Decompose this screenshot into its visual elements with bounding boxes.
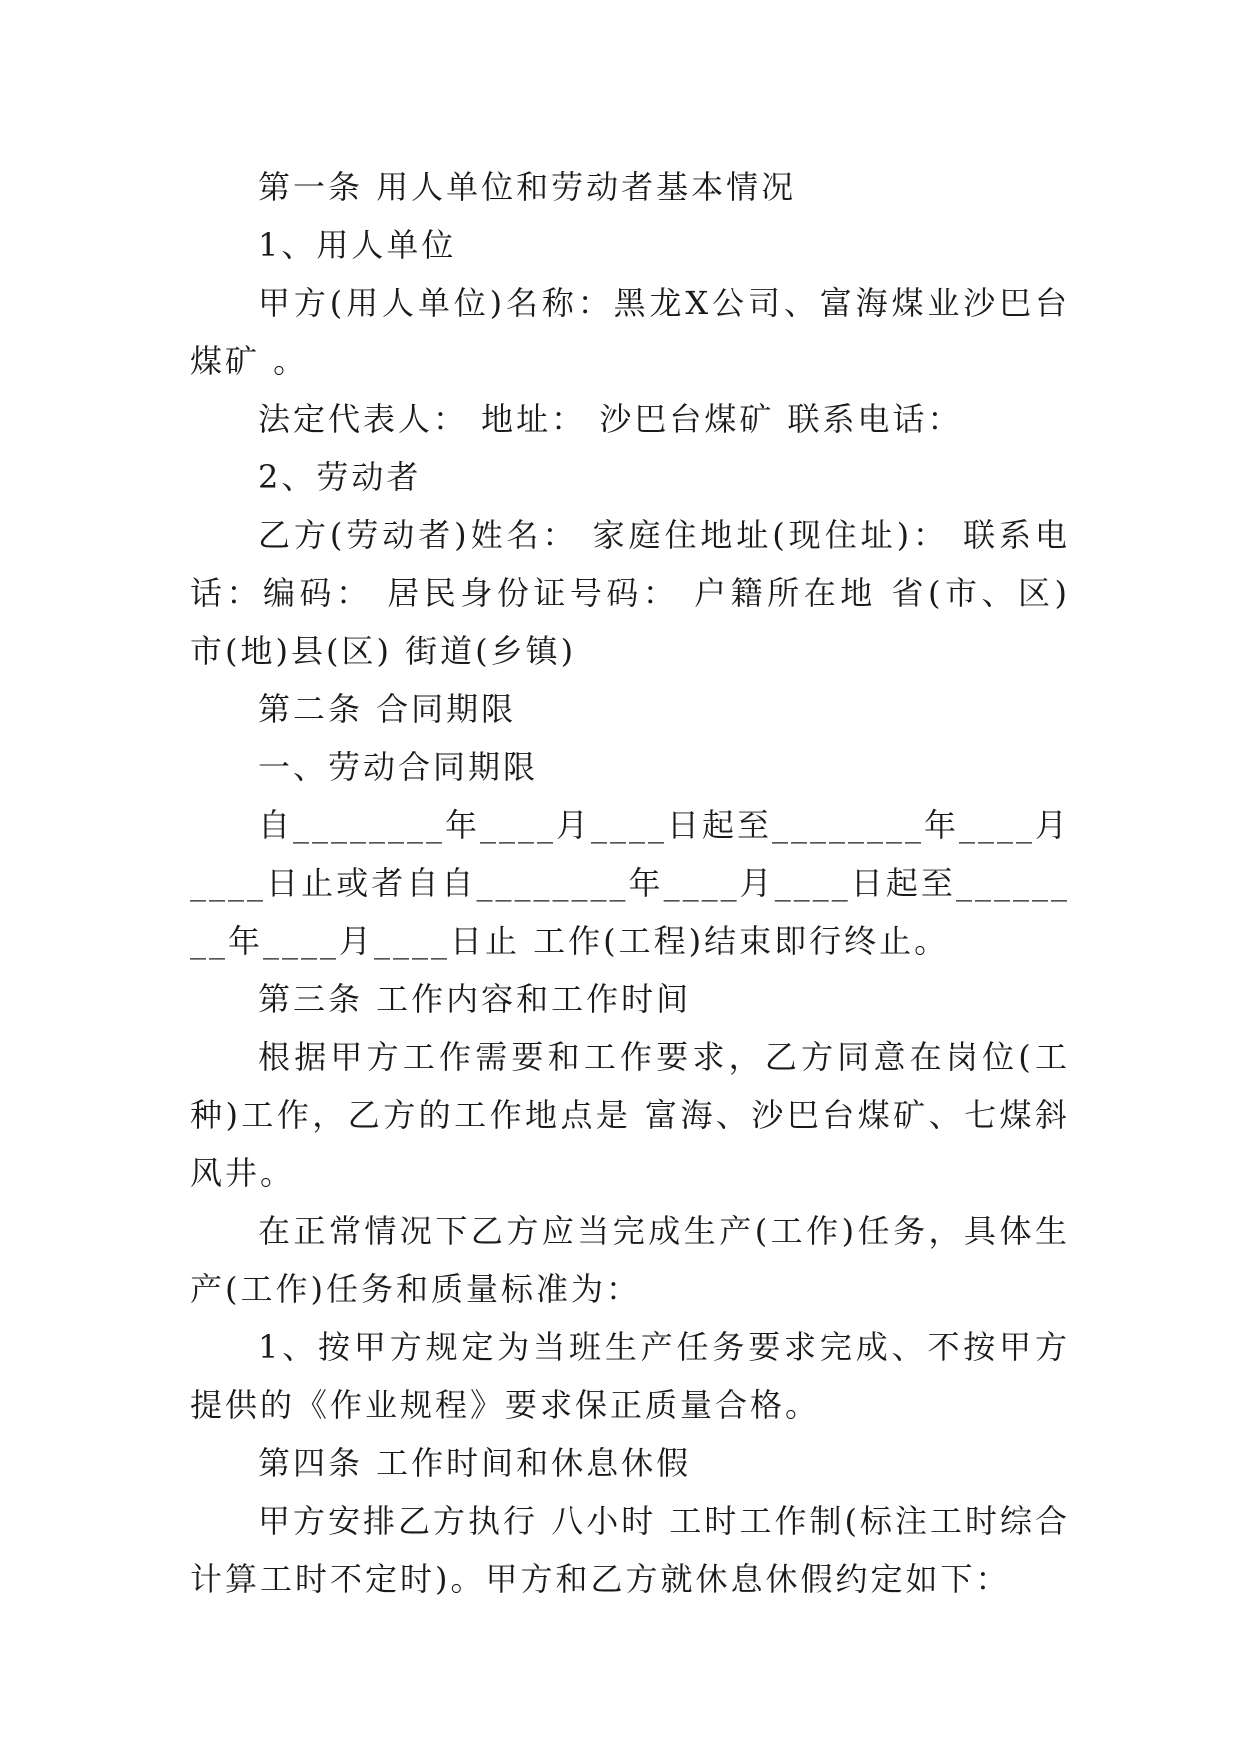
work-location-paragraph: 根据甲方工作需要和工作要求，乙方同意在岗位(工种)工作，乙方的工作地点是 富海、沙巴台煤矿、七煤斜风井。 <box>190 1038 1070 1192</box>
worker-info-paragraph: 乙方(劳动者)姓名： 家庭住地址(现住址)： 联系电话：编码： 居民身份证号码： 户籍所在地 省(市、区) 市(地)县(区) 街道(乡镇) <box>190 516 1070 670</box>
contract-term-paragraph: 自________年____月____日起至________年____月____日止或者自自________年____月____日起至________年____月____日止 工作(工程)结束即行终止。 <box>190 806 1071 960</box>
contract-term-subheading: 一、劳动合同期限 <box>258 748 539 786</box>
article-2-heading: 第二条 合同期限 <box>258 690 517 728</box>
article-1-heading: 第一条 用人单位和劳动者基本情况 <box>258 168 797 206</box>
employer-name-paragraph: 甲方(用人单位)名称：黑龙X公司、富海煤业沙巴台煤矿 。 <box>190 284 1070 380</box>
legal-representative-paragraph: 法定代表人： 地址： 沙巴台煤矿 联系电话： <box>258 400 963 438</box>
quality-standard-paragraph: 1、按甲方规定为当班生产任务要求完成、不按甲方提供的《作业规程》要求保正质量合格。 <box>190 1328 1070 1424</box>
article-3-heading: 第三条 工作内容和工作时间 <box>258 980 692 1018</box>
working-hours-paragraph: 甲方安排乙方执行 八小时 工时工作制(标注工时综合计算工时不定时)。甲方和乙方就休息休假约定如下： <box>190 1502 1070 1598</box>
article-4-heading: 第四条 工作时间和休息休假 <box>258 1444 692 1482</box>
employer-subheading: 1、用人单位 <box>258 226 457 264</box>
document-body <box>190 158 1070 1608</box>
worker-subheading: 2、劳动者 <box>258 458 422 496</box>
work-tasks-paragraph: 在正常情况下乙方应当完成生产(工作)任务，具体生产(工作)任务和质量标准为： <box>190 1212 1070 1308</box>
